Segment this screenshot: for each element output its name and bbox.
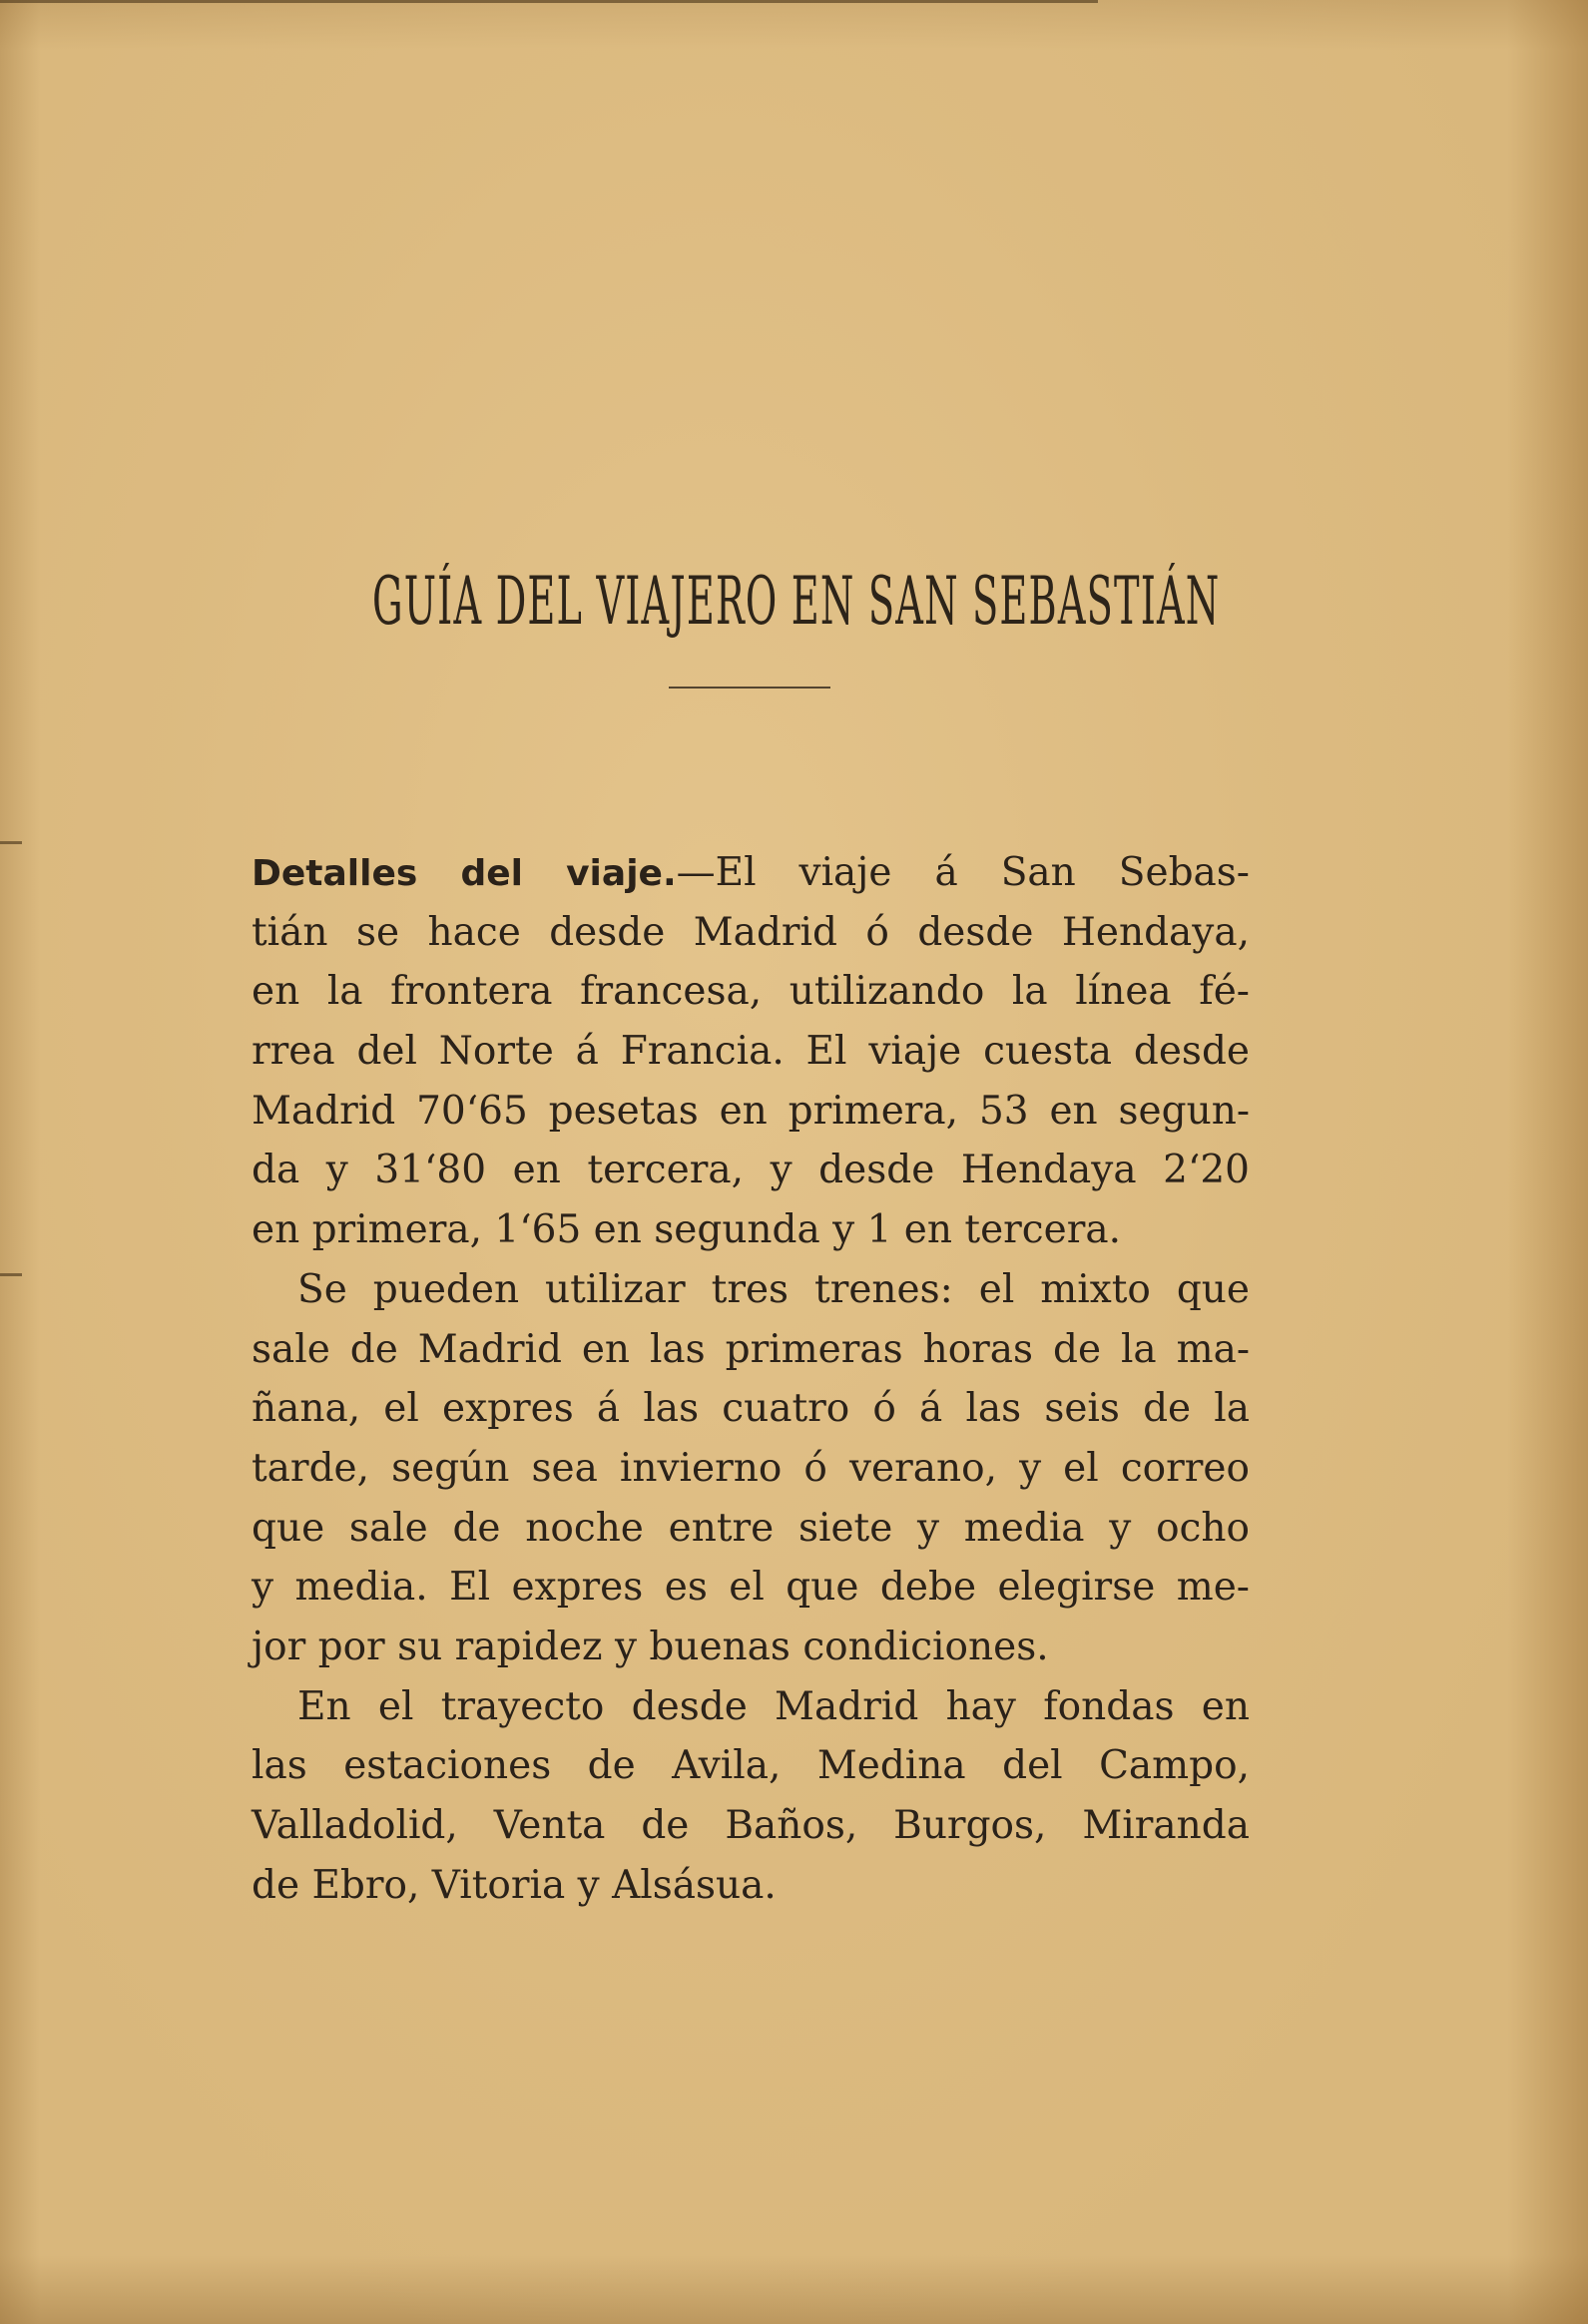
title-rule <box>669 687 830 689</box>
text-line: Se pueden utilizar tres trenes: el mixto que <box>297 1266 1250 1312</box>
section-heading: Detalles del viaje. <box>252 853 677 894</box>
text-line: que sale de noche entre siete y media y ocho <box>252 1505 1250 1551</box>
text-line: en la frontera francesa, utilizando la línea fé- <box>252 969 1250 1015</box>
text-line: las estaciones de Avila, Medina del Campo, <box>252 1743 1250 1789</box>
text-line: En el trayecto desde Madrid hay fondas en <box>297 1683 1250 1729</box>
text-line: de Ebro, Vitoria y Alsásua. <box>252 1862 777 1908</box>
text-line: da y 31‘80 en tercera, y desde Hendaya 2‘20 <box>252 1148 1250 1193</box>
text-line: jor por su rapidez y buenas condiciones. <box>252 1624 1049 1669</box>
text-line: Valladolid, Venta de Baños, Burgos, Miranda <box>252 1803 1250 1848</box>
text-line: ñana, el expres á las cuatro ó á las seis de la <box>252 1386 1250 1432</box>
text-line: en primera, 1‘65 en segunda y 1 en tercera. <box>252 1207 1122 1253</box>
page-top-edge <box>0 0 1098 3</box>
margin-mark <box>0 1273 22 1276</box>
margin-mark <box>0 841 22 844</box>
text-line: tián se hace desde Madrid ó desde Hendaya, <box>252 909 1250 955</box>
text-line: tarde, según sea invierno ó verano, y el correo <box>252 1445 1250 1491</box>
text-line: Madrid 70‘65 pesetas en primera, 53 en segun- <box>252 1088 1250 1134</box>
running-title: GUÍA DEL VIAJERO EN SAN SEBASTIÁN <box>372 563 1221 640</box>
text-line: sale de Madrid en las primeras horas de la ma- <box>252 1326 1250 1372</box>
text-line: rrea del Norte á Francia. El viaje cuesta desde <box>252 1029 1250 1075</box>
text-fragment: —El viaje á San Sebas- <box>676 850 1250 895</box>
body-text <box>252 843 1250 1915</box>
text-line <box>252 843 1250 903</box>
text-line: y media. El expres es el que debe elegirse me- <box>252 1565 1250 1611</box>
